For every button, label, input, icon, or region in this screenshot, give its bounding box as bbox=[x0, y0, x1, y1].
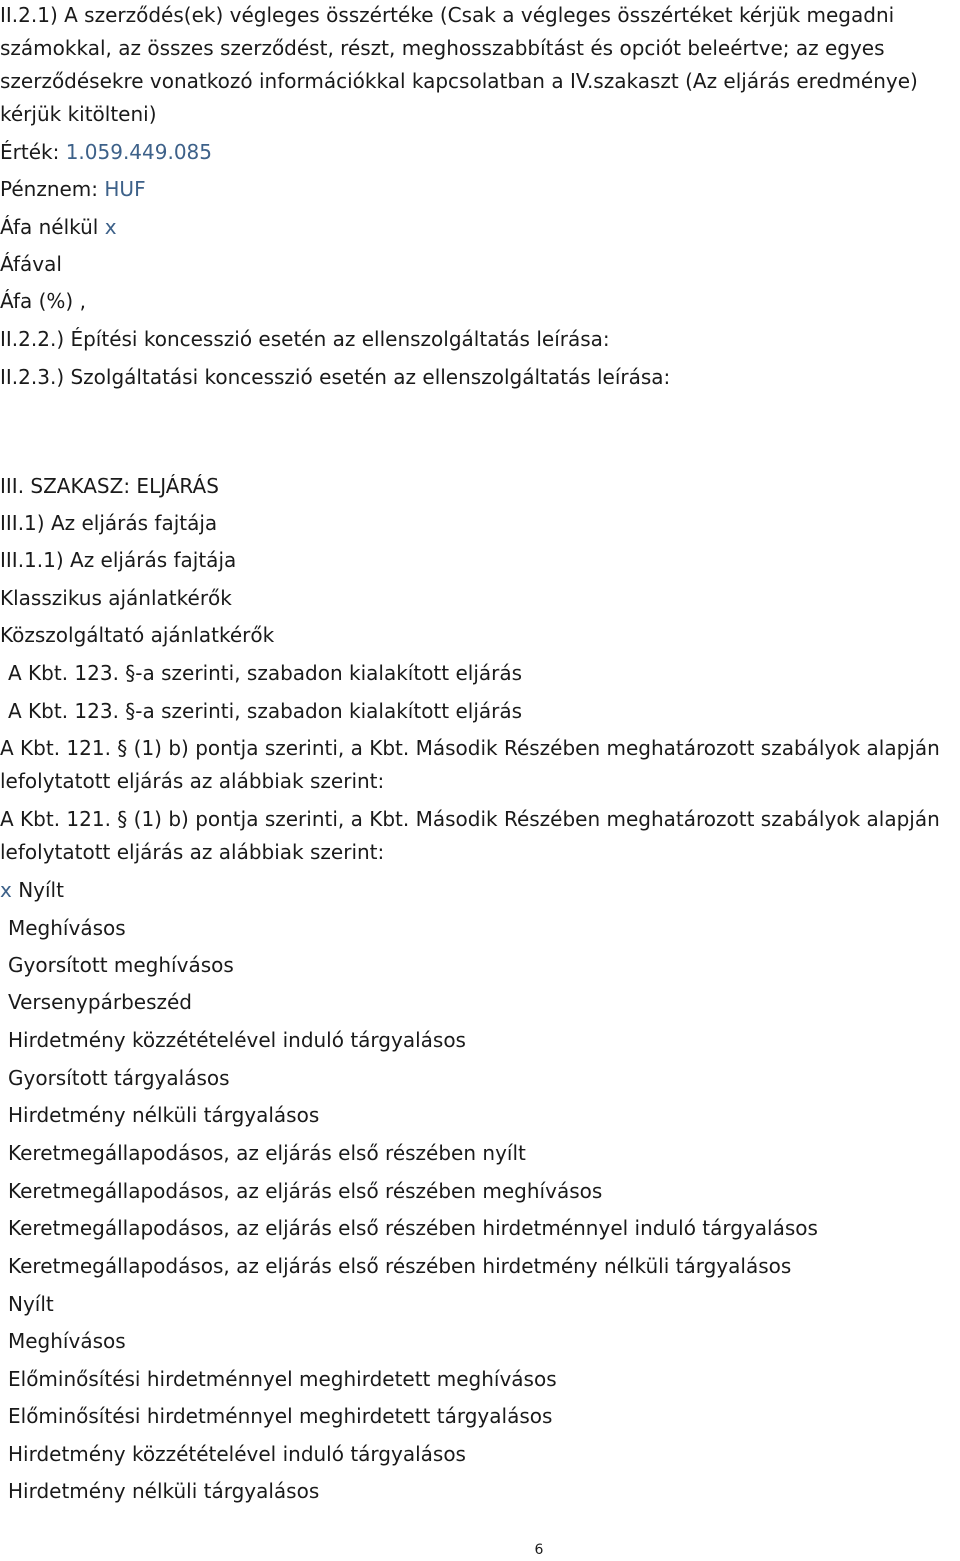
value-row bbox=[0, 140, 212, 164]
section-2-2-1-heading-line-3: szerződésekre vonatkozó információkkal kapcsolatban a IV.szakaszt (Az eljárás eredménye) bbox=[0, 69, 918, 93]
without-vat-mark: x bbox=[104, 215, 117, 239]
value-amount: 1.059.449.085 bbox=[65, 140, 213, 164]
option-item: Hirdetmény közzétételével induló tárgyalásos bbox=[8, 1442, 466, 1466]
option-item: Hirdetmény közzétételével induló tárgyalásos bbox=[8, 1028, 466, 1052]
section-2-2-3-heading: II.2.3.) Szolgáltatási koncesszió esetén az ellenszolgáltatás leírása: bbox=[0, 365, 671, 389]
currency-label: Pénznem: bbox=[0, 177, 99, 201]
section-2-2-2-heading: II.2.2.) Építési koncesszió esetén az ellenszolgáltatás leírása: bbox=[0, 327, 610, 351]
option-item: Hirdetmény nélküli tárgyalásos bbox=[8, 1103, 320, 1127]
classic-contracting-authorities: Klasszikus ajánlatkérők bbox=[0, 586, 232, 610]
section-2-2-1-heading-line-2: számokkal, az összes szerződést, részt, meghosszabbítást és opciót beleértve; az egyes bbox=[0, 36, 885, 60]
section-2-2-1-heading-line-1: II.2.1) A szerződés(ek) végleges összértéke (Csak a végleges összértéket kérjük megadni bbox=[0, 3, 895, 27]
option-item: Keretmegállapodásos, az eljárás első részében meghívásos bbox=[8, 1179, 603, 1203]
page-number: 6 bbox=[534, 1542, 544, 1558]
option-item: Keretmegállapodásos, az eljárás első részében hirdetmény nélküli tárgyalásos bbox=[8, 1254, 792, 1278]
kbt-123-procedure-2: A Kbt. 123. §-a szerinti, szabadon kialakított eljárás bbox=[8, 699, 523, 723]
kbt-121-procedure-2-line-1: A Kbt. 121. § (1) b) pontja szerinti, a Kbt. Második Részében meghatározott szabályok alapján bbox=[0, 807, 940, 831]
currency-value: HUF bbox=[104, 177, 146, 201]
without-vat-label: Áfa nélkül bbox=[0, 215, 99, 239]
section-3-1-1-heading: III.1.1) Az eljárás fajtája bbox=[0, 548, 237, 572]
without-vat-row bbox=[0, 215, 117, 239]
option-item: Gyorsított meghívásos bbox=[8, 953, 234, 977]
option-item: Hirdetmény nélküli tárgyalásos bbox=[8, 1479, 320, 1503]
option-item: Gyorsított tárgyalásos bbox=[8, 1066, 230, 1090]
section-2-2-1-heading-line-4: kérjük kitölteni) bbox=[0, 102, 157, 126]
section-3-title: III. SZAKASZ: ELJÁRÁS bbox=[0, 474, 219, 498]
kbt-121-procedure-2-line-2: lefolytatott eljárás az alábbiak szerint: bbox=[0, 840, 385, 864]
option-item: Nyílt bbox=[8, 1292, 54, 1316]
option-item: Meghívásos bbox=[8, 916, 126, 940]
value-label: Érték: bbox=[0, 140, 60, 164]
selected-procedure-row bbox=[0, 878, 64, 902]
kbt-121-procedure-1-line-1: A Kbt. 121. § (1) b) pontja szerinti, a Kbt. Második Részében meghatározott szabályok alapján bbox=[0, 736, 940, 760]
option-item: Keretmegállapodásos, az eljárás első részében hirdetménnyel induló tárgyalásos bbox=[8, 1216, 818, 1240]
section-3-1-heading: III.1) Az eljárás fajtája bbox=[0, 511, 218, 535]
utility-contracting-authorities: Közszolgáltató ajánlatkérők bbox=[0, 623, 275, 647]
option-item: Előminősítési hirdetménnyel meghirdetett tárgyalásos bbox=[8, 1404, 553, 1428]
option-item: Meghívásos bbox=[8, 1329, 126, 1353]
vat-percent-label: Áfa (%) , bbox=[0, 289, 86, 313]
currency-row bbox=[0, 177, 146, 201]
selected-mark: x bbox=[0, 878, 12, 902]
kbt-121-procedure-1-line-2: lefolytatott eljárás az alábbiak szerint: bbox=[0, 769, 385, 793]
selected-procedure: Nyílt bbox=[18, 878, 64, 902]
option-item: Keretmegállapodásos, az eljárás első részében nyílt bbox=[8, 1141, 526, 1165]
with-vat-label: Áfával bbox=[0, 252, 62, 276]
option-item: Versenypárbeszéd bbox=[8, 990, 192, 1014]
option-item: Előminősítési hirdetménnyel meghirdetett meghívásos bbox=[8, 1367, 557, 1391]
kbt-123-procedure-1: A Kbt. 123. §-a szerinti, szabadon kialakított eljárás bbox=[8, 661, 523, 685]
